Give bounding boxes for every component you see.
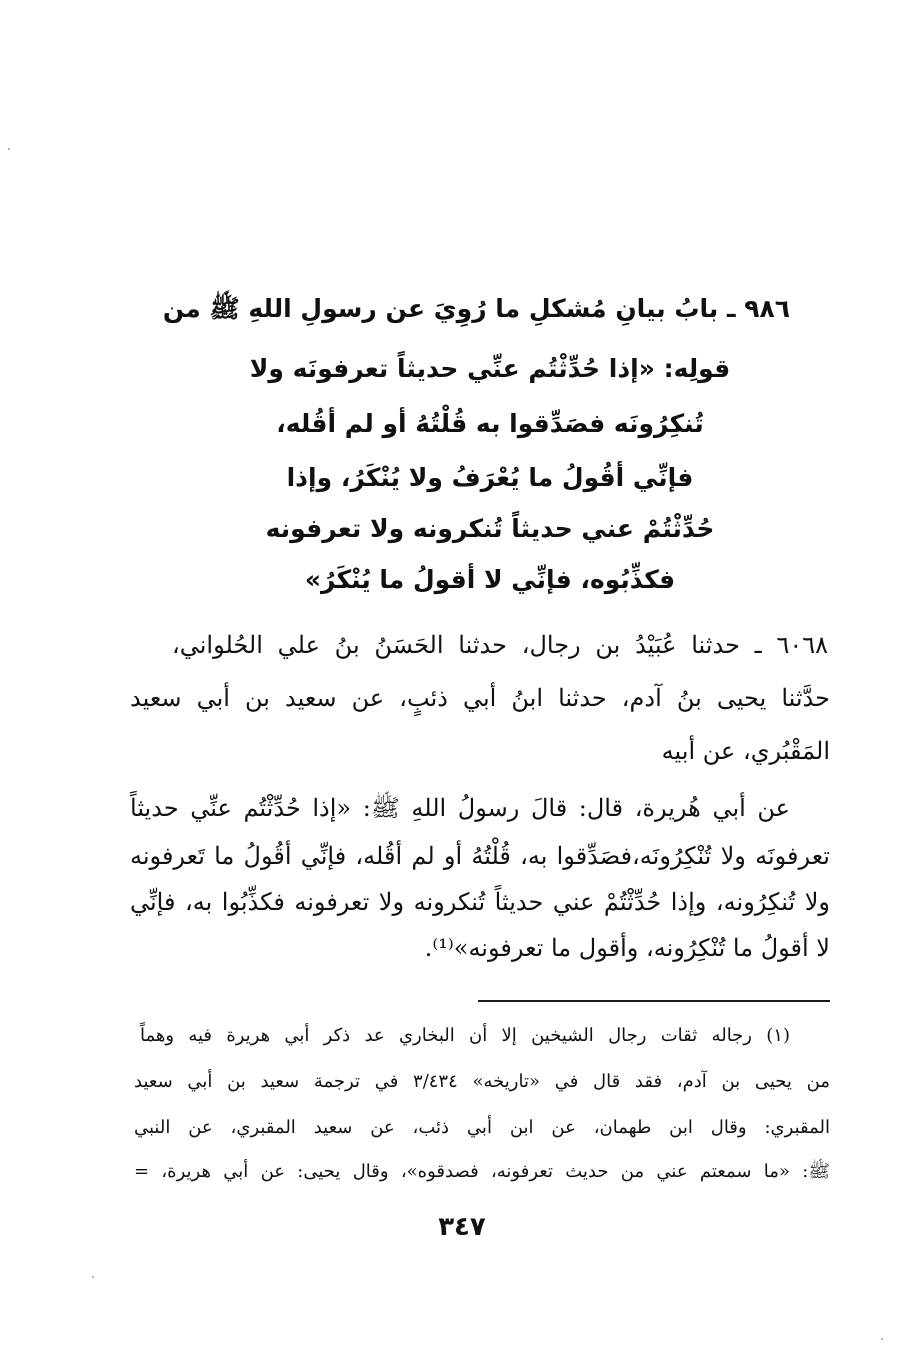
matn-line: عن أبي هُريرة، قال: قالَ رسولُ اللهِ ﷺ: «إذا حُدِّثْتُم عنِّي حديثاً <box>130 794 790 822</box>
footnote-line: المقبري: وقال ابن طهمان، عن ابن أبي ذئب، عن سعيد المقبري، عن النبي <box>134 1117 830 1138</box>
footnote-separator <box>478 1000 830 1002</box>
chapter-heading-line: قولِه: «إذا حُدِّثْتُم عنِّي حديثاً تعرفونَه ولا <box>249 354 731 383</box>
page-number: ٣٤٧ <box>438 1212 486 1242</box>
chapter-heading-line: ٩٨٦ ـ بابُ بيانِ مُشكلِ ما رُوِيَ عن رسولِ اللهِ ﷺ من <box>162 294 790 323</box>
matn-line: تعرفونَه ولا تُنْكِرُونَه،فصَدِّقوا به، قُلْتُهُ أو لم أقُله، فإنِّي أقُولُ ما تَعرفونه <box>130 842 830 870</box>
chapter-heading-line: تُنكِرُونَه فصَدِّقوا به قُلْتُهُ أو لم أقُله، <box>276 409 704 438</box>
scan-speck <box>8 148 10 150</box>
chapter-heading-line: فكذِّبُوه، فإنِّي لا أقولُ ما يُنْكَرُ» <box>304 565 676 594</box>
isnad-line: حدَّثنا يحيى بنُ آدم، حدثنا ابنُ أبي ذئبٍ، عن سعيد بن أبي سعيد <box>130 684 830 712</box>
matn-line: ولا تُنكِرُونه، وإذا حُدِّثْتُمْ عني حديثاً تُنكرونه ولا تعرفونه فكذِّبُوا به، فإنِّي <box>130 888 830 916</box>
footnote-line: من يحيى بن آدم، فقد قال في «تاريخه» ٣/٤٣٤ في ترجمة سعيد بن أبي سعيد <box>134 1071 830 1092</box>
footnote-line: (١) رجاله ثقات رجال الشيخين إلا أن البخاري عد ذكر أبي هريرة فيه وهماً <box>140 1025 790 1046</box>
isnad-line: ٦٠٦٨ ـ حدثنا عُبَيْدُ بن رجال، حدثنا الحَسَنُ بنُ علي الحُلواني، <box>172 631 828 659</box>
chapter-heading-line: فإنِّي أقُولُ ما يُعْرَفُ ولا يُنْكَرُ، وإذا <box>286 463 694 492</box>
footnote-line: ﷺ: «ما سمعتم عني من حديث تعرفونه، فصدقوه»، وقال يحيى: عن أبي هريرة، = <box>134 1161 830 1182</box>
scan-speck <box>92 1276 94 1278</box>
matn-line: لا أقولُ ما تُنْكِرُونه، وأقول ما تعرفونه»⁽¹⁾. <box>424 934 830 962</box>
chapter-heading-line: حُدِّثْتُمْ عني حديثاً تُنكرونه ولا تعرفونه <box>265 514 715 543</box>
scan-speck <box>881 1338 883 1340</box>
isnad-line: المَقْبُري، عن أبيه <box>661 737 830 765</box>
